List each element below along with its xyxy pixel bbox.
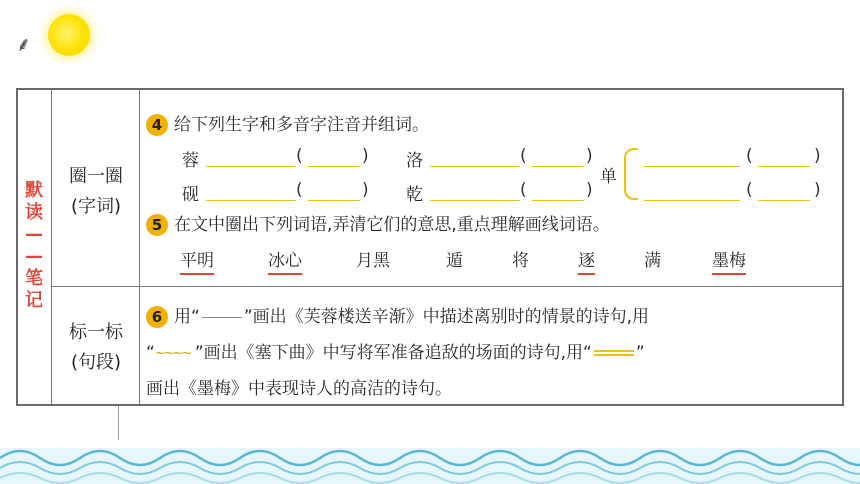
word-dun: 遁: [446, 251, 463, 271]
word-jiang: 将: [512, 251, 529, 271]
question-text: 在文中圈出下列词语,弄清它们的意思,重点理解画线词语。: [174, 215, 610, 235]
question-number: 4: [146, 114, 168, 136]
bird-icon: ⸙: [16, 32, 31, 56]
question-6-line-3: 画出《墨梅》中表现诗人的高洁的诗句。: [146, 379, 452, 399]
category-sentences: 标一标 (句段): [69, 322, 123, 373]
char-rong: 蓉: [182, 151, 199, 171]
char-yan: 砚: [182, 185, 199, 205]
word-man: 满: [644, 251, 661, 271]
pinyin-blank[interactable]: [532, 166, 584, 167]
pinyin-blank[interactable]: [758, 166, 810, 167]
double-line-mark: [594, 350, 634, 356]
answer-blank[interactable]: [206, 166, 296, 167]
question-5: [146, 210, 610, 236]
answer-blank[interactable]: [644, 166, 740, 167]
wavy-line-mark: ~~~~: [154, 345, 191, 361]
solid-line-mark: [202, 317, 242, 318]
logo: [16, 14, 96, 58]
question-number: 6: [146, 306, 168, 328]
char-qian: 乾: [406, 185, 423, 205]
question-6: 6 用“ ”画出《芙蓉楼送辛渐》中描述离别时的情景的诗句,用: [146, 302, 649, 328]
word-pingming: 平明: [180, 246, 214, 275]
category-column: [52, 90, 140, 404]
word-zhu: 逐: [578, 246, 595, 275]
wave-border: [0, 434, 860, 484]
brace: [624, 148, 638, 200]
question-number: 5: [146, 214, 168, 236]
pinyin-blank[interactable]: [308, 166, 360, 167]
word-meimei: 墨梅: [712, 246, 746, 275]
content-area: 4 给下列生字和多音字注音并组词。 蓉 ( ) 洛 ( ) 砚 ( ) 乾 ( ) 单 ( ) ( ) 5 在文中圈出下列词语,弄清它们的意思,重点理解画线词语。 平明 冰心 月黑 遁 将 逐 满 墨梅 6 用“ ”画出《芙蓉楼送辛渐》中描述离别时的情景的诗句,用 “~~~~ ”画出《塞下曲》中写将军准备追敌的场面的诗句,用“ ” 画出《墨梅》中表现诗人的高洁的诗句。: [146, 90, 836, 404]
pinyin-blank[interactable]: [758, 200, 810, 201]
char-luo: 洛: [406, 151, 423, 171]
worksheet-card: [16, 88, 844, 406]
side-column: [18, 90, 52, 404]
word-yuehei: 月黑: [356, 251, 390, 271]
word-bingxin: 冰心: [268, 246, 302, 275]
char-dan: 单: [600, 167, 617, 187]
answer-blank[interactable]: [644, 200, 740, 201]
pinyin-blank[interactable]: [532, 200, 584, 201]
question-4: [146, 110, 429, 136]
answer-blank[interactable]: [430, 200, 520, 201]
category-words: 圈一圈 (字词): [69, 166, 123, 217]
question-text: 给下列生字和多音字注音并组词。: [174, 115, 429, 135]
side-label: 默 读 — — 笔 记: [25, 180, 43, 311]
answer-blank[interactable]: [430, 166, 520, 167]
question-6-line-2: “~~~~ ”画出《塞下曲》中写将军准备追敌的场面的诗句,用“ ”: [146, 343, 645, 363]
sun-icon: [48, 14, 90, 56]
answer-blank[interactable]: [206, 200, 296, 201]
pinyin-blank[interactable]: [308, 200, 360, 201]
